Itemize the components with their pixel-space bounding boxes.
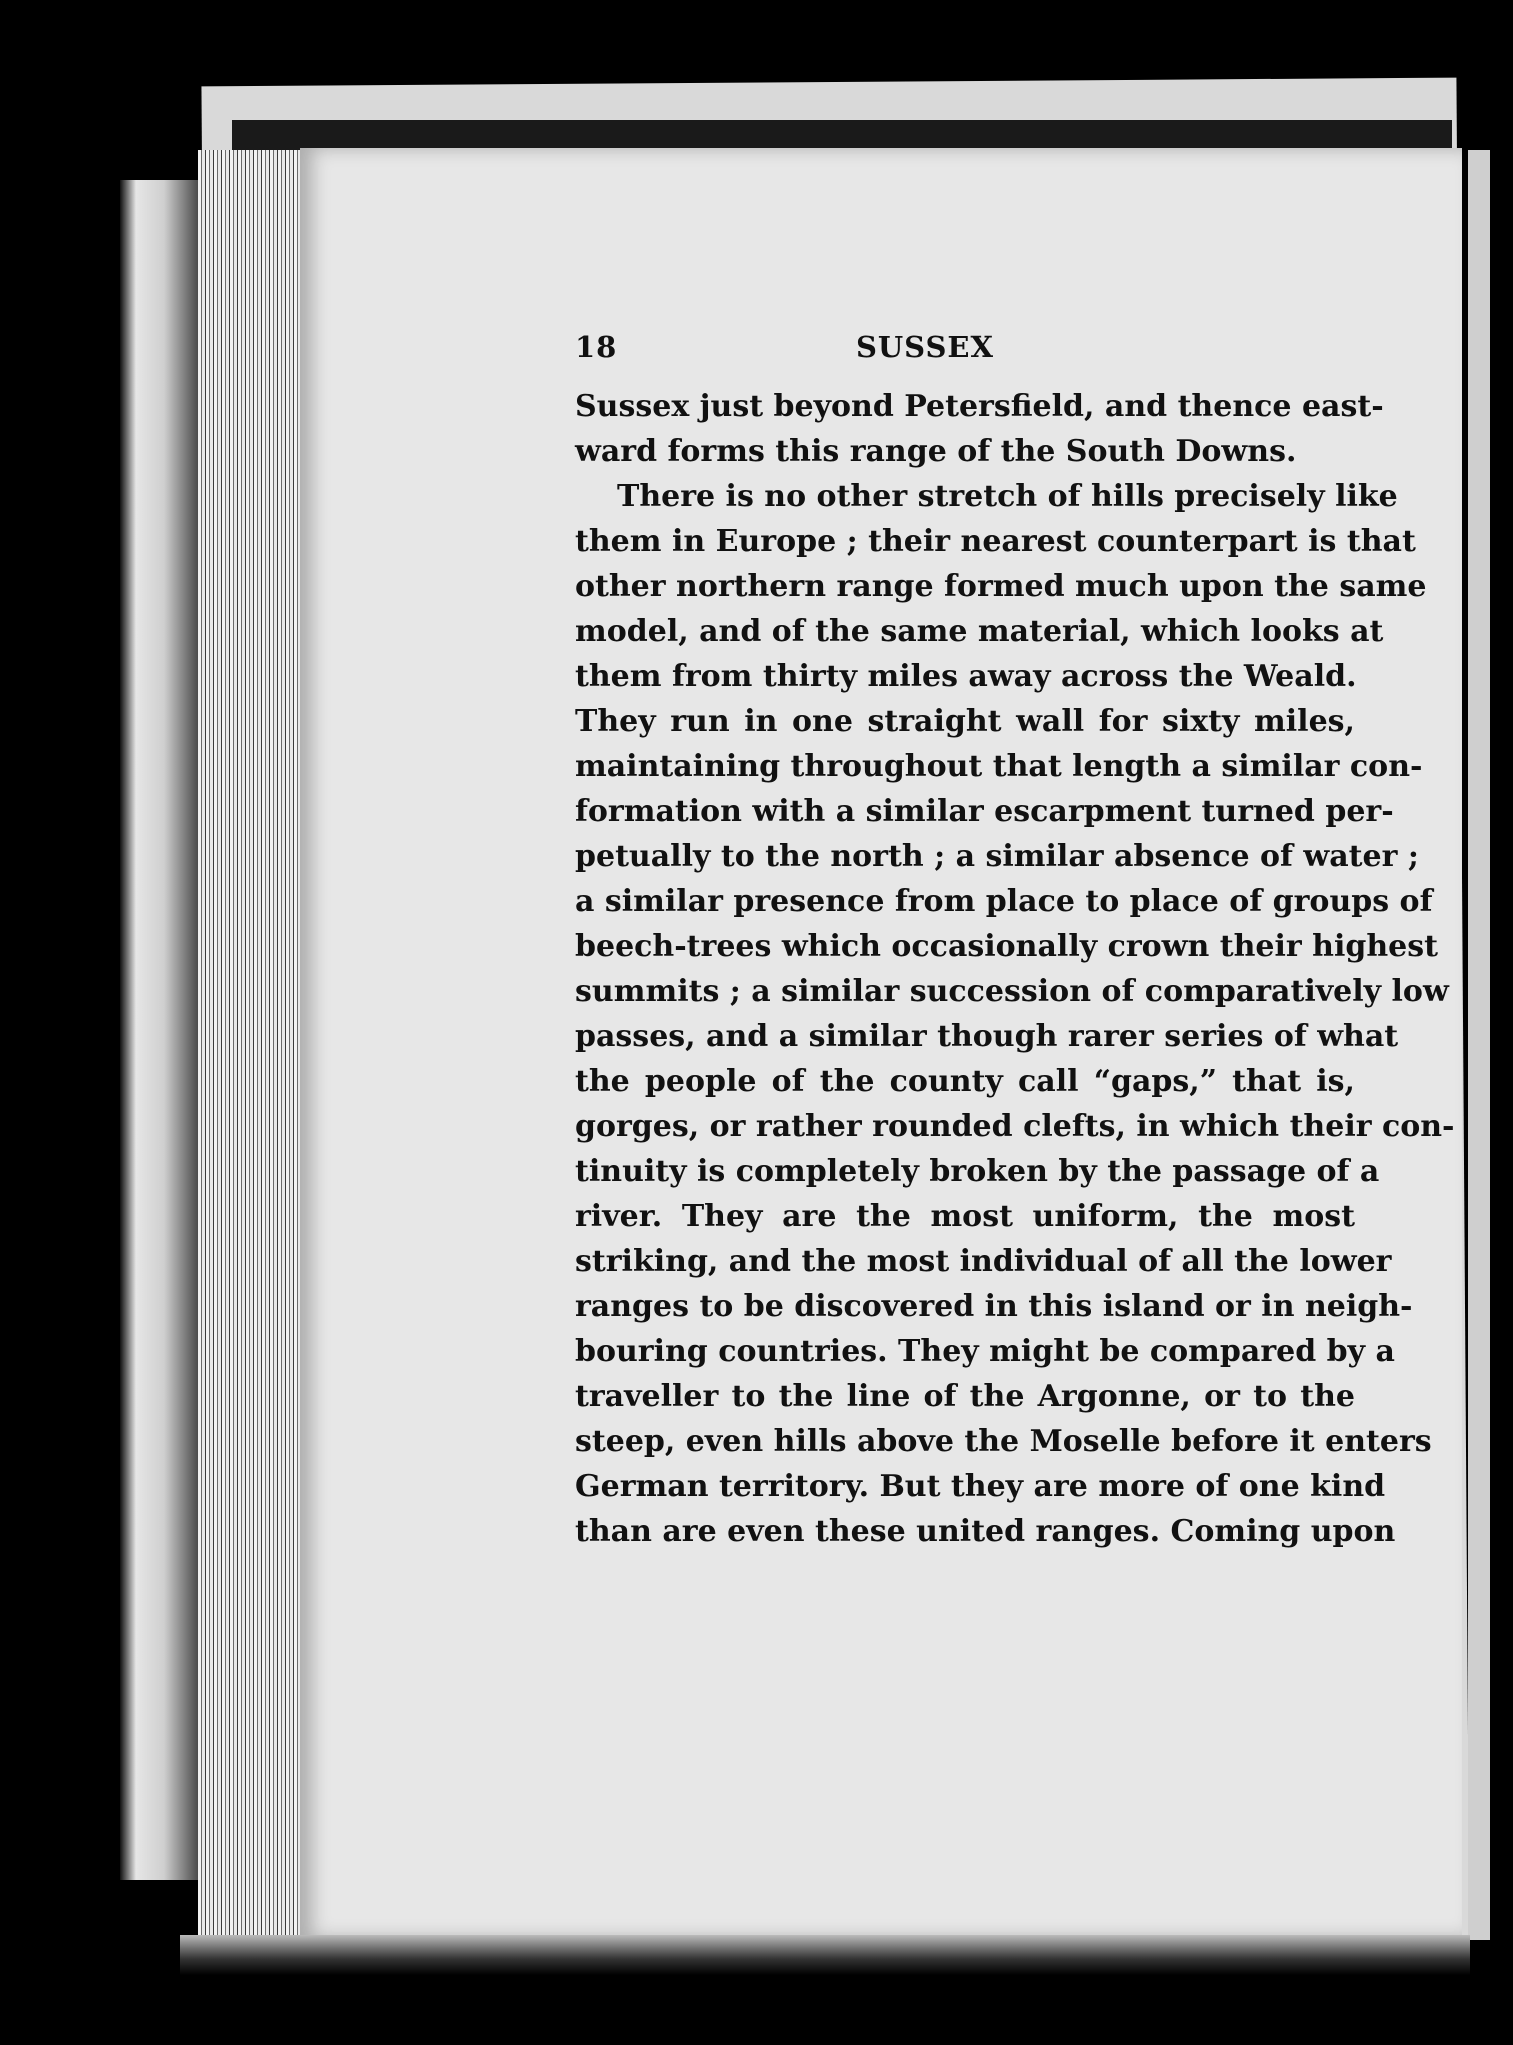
text-line: petually to the north ; a similar absence of water ; (575, 839, 1419, 874)
text-line: them from thirty miles away across the Weald. (575, 659, 1357, 694)
text-line: steep, even hills above the Moselle before it enters (575, 1424, 1432, 1459)
page-header (575, 330, 1355, 364)
text-line: German territory. But they are more of one kind (575, 1469, 1386, 1504)
book-bottom-edge (180, 1935, 1470, 1975)
text-line: passes, and a similar though rarer series of what (575, 1019, 1399, 1054)
text-line: formation with a similar escarpment turned per- (575, 794, 1394, 829)
text-line: them in Europe ; their nearest counterpart is that (575, 524, 1416, 559)
next-page-sliver (1468, 150, 1490, 1940)
page-number: 18 (575, 330, 618, 364)
text-line: ward forms this range of the South Downs. (575, 434, 1297, 469)
text-line: summits ; a similar succession of comparatively low (575, 974, 1449, 1009)
text-line: other northern range formed much upon the same (575, 569, 1427, 604)
text-line: the people of the county call “gaps,” that is, (575, 1064, 1355, 1099)
text-line: traveller to the line of the Argonne, or to the (575, 1379, 1355, 1414)
body-text (575, 384, 1455, 1554)
text-line: a similar presence from place to place of groups of (575, 884, 1433, 919)
text-line: tinuity is completely broken by the passage of a (575, 1154, 1380, 1189)
text-line: river. They are the most uniform, the most (575, 1199, 1355, 1234)
text-line: They run in one straight wall for sixty miles, (575, 704, 1355, 739)
text-line: maintaining throughout that length a similar con- (575, 749, 1423, 784)
text-line: Sussex just beyond Petersfield, and thence east- (575, 389, 1384, 424)
text-line: model, and of the same material, which looks at (575, 614, 1384, 649)
text-line: striking, and the most individual of all the lower (575, 1244, 1392, 1279)
text-line: beech-trees which occasionally crown their highest (575, 929, 1438, 964)
text-line: There is no other stretch of hills precisely like (617, 479, 1398, 514)
text-line: gorges, or rather rounded clefts, in which their con- (575, 1109, 1455, 1144)
running-title: SUSSEX (855, 330, 995, 364)
page-text (575, 330, 1455, 1554)
book-board-edge (120, 180, 200, 1880)
text-line: bouring countries. They might be compared by a (575, 1334, 1395, 1369)
text-line: ranges to be discovered in this island or in neigh- (575, 1289, 1413, 1324)
text-line: than are even these united ranges. Coming upon (575, 1514, 1396, 1549)
